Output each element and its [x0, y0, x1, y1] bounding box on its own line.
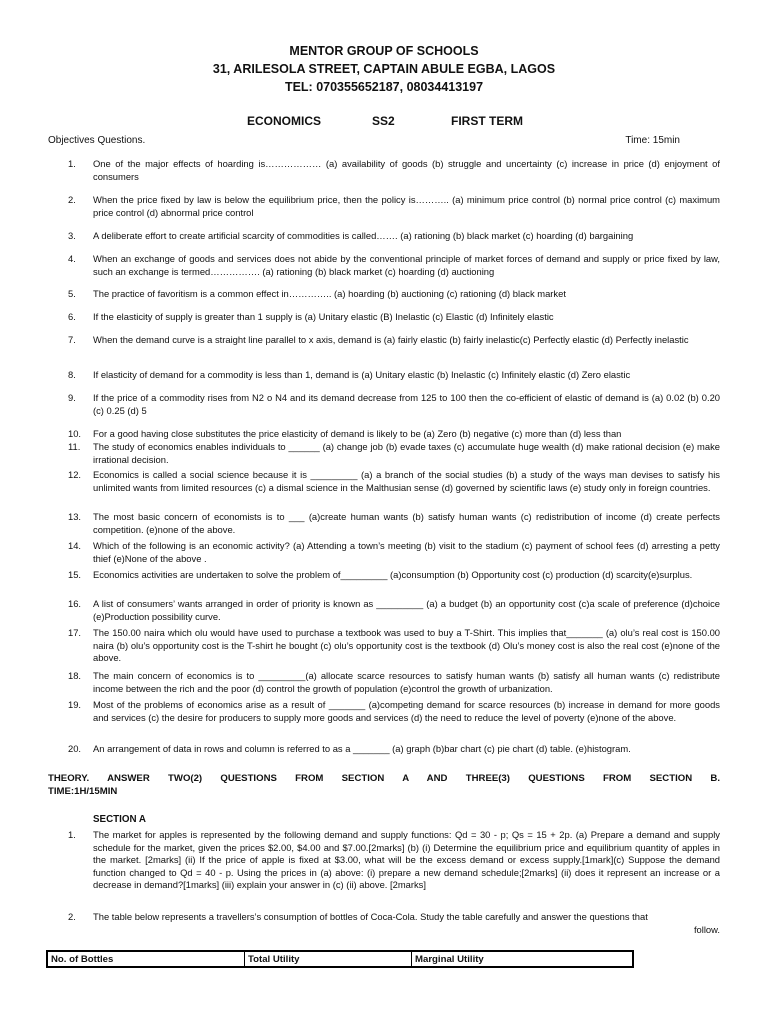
- question-text: Economics activities are undertaken to solve the problem of_________ (a)consumption (b) Opportunity cost (c) production (d) scarcity(e)surplus.: [93, 569, 693, 580]
- question-text: When an exchange of goods and services does not abide by the conventional principle of market forces of demand and supply or price fixed by law, such an exchange is termed……………. (a) rationing (b) black market (c) hoarding (d) auctioning: [93, 253, 720, 277]
- question-number: 20.: [68, 743, 82, 754]
- question-number: 14.: [68, 540, 82, 551]
- question-text: An arrangement of data in rows and column is referred to as a _______ (a) graph (b)bar chart (c) pie chart (d) table. (e)histogram.: [93, 743, 631, 754]
- question-text: When the demand curve is a straight line parallel to x axis, demand is (a) fairly elastic (b) fairly inelastic(c) Perfectly elastic (d) Perfectly inelastic: [93, 334, 689, 345]
- question-item: [68, 441, 720, 466]
- question-item: [68, 369, 720, 382]
- section-a-heading: SECTION A: [93, 814, 146, 825]
- question-number: 15.: [68, 569, 82, 580]
- question-text: When the price fixed by law is below the equilibrium price, then the policy is……….. (a) minimum price control (b) normal price control (c) maximum price control (d) abnormal price control: [93, 194, 720, 218]
- question-number: 1.: [68, 158, 76, 169]
- question-number: 7.: [68, 334, 76, 345]
- question-item: [68, 311, 720, 324]
- question-item: [68, 511, 720, 536]
- question-item: [68, 569, 720, 582]
- question-number: 4.: [68, 253, 76, 264]
- question-number: 16.: [68, 598, 82, 609]
- exam-title-bar: [0, 114, 768, 132]
- question-number: 10.: [68, 428, 82, 439]
- question-text: The table below represents a travellers’s consumption of bottles of Coca-Cola. Study the table carefully and answer the questions that: [93, 911, 648, 922]
- theory-instruction: THEORY. ANSWER TWO(2) QUESTIONS FROM SECTION A AND THREE(3) QUESTIONS FROM SECTION B.: [48, 773, 720, 784]
- theory-question-item: [68, 829, 720, 892]
- utility-table: [46, 950, 634, 968]
- question-text: The study of economics enables individuals to ______ (a) change job (b) evade taxes (c) accumulate huge wealth (d) make rational decision (e) make irrational decision.: [93, 441, 720, 465]
- question-number: 9.: [68, 392, 76, 403]
- question-number: 11.: [68, 441, 81, 452]
- question-item: [68, 194, 720, 219]
- question-number: 13.: [68, 511, 82, 522]
- question-number: 12.: [68, 469, 82, 480]
- question-text: The most basic concern of economists is to ___ (a)create human wants (b) satisfy human wants (c) redistribution of income (d) create perfects competition. (e)none of the above.: [93, 511, 720, 535]
- question-number: 18.: [68, 670, 82, 681]
- table-header-cell: No. of Bottles: [47, 951, 245, 967]
- objectives-row: [48, 135, 720, 149]
- question-item: [68, 158, 720, 183]
- question-number: 19.: [68, 699, 82, 710]
- question-text: The main concern of economics is to _________(a) allocate scarce resources to satisfy human wants (b) satisfy all human wants (c) redistribute income between the rich and the poor (d) control the growth of population (e)control the growth of urbanization.: [93, 670, 720, 694]
- question-text: Most of the problems of economics arise as a result of _______ (a)competing demand for scarce resources (b) increase in demand for more goods and services (c) the desire for producers to supply more goods and services (d) the need to reduce the level of poverty (e)none of the above.: [93, 699, 720, 723]
- question-text: Economics is called a social science because it is _________ (a) a branch of the social studies (b) a study of the ways man devises to satisfy his unlimited wants from limited resources (c) a dismal science in the Malthusian sense (d) governed by scientific laws (e) study only in foreign countries.: [93, 469, 720, 493]
- table-header-cell: Marginal Utility: [412, 951, 634, 967]
- question-item: [68, 428, 720, 441]
- question-text: The practice of favoritism is a common effect in………….. (a) hoarding (b) auctioning (c) rationing (d) black market: [93, 288, 566, 299]
- question-text: If the price of a commodity rises from N2 o N4 and its demand decrease from 125 to 100 then the co-efficient of elastic of demand is (a) 0.02 (b) 0.20 (c) 0.25 (d) 5: [93, 392, 720, 416]
- class-label: SS2: [372, 114, 395, 128]
- question-item: [68, 469, 720, 494]
- school-header: [0, 42, 768, 96]
- question-text-continuation: follow.: [693, 923, 720, 935]
- question-text: The 150.00 naira which olu would have used to purchase a textbook was used to buy a T-Shirt. This implies that_______ (a) olu’s real cost is 150.00 naira (b) olu’s opportunity cost is the T-shirt he bought (c) olu’s opportunity cost is the textbook (d) Olu’s money cost is also the real cost (e)none of the above.: [93, 627, 720, 664]
- table-header-row: [47, 951, 633, 967]
- question-item: [68, 230, 720, 243]
- time-allowed: Time: 15min: [625, 135, 680, 146]
- question-item: [68, 670, 720, 695]
- question-number: 1.: [68, 829, 76, 840]
- school-name: MENTOR GROUP OF SCHOOLS: [289, 44, 479, 58]
- question-item: [68, 253, 720, 278]
- question-number: 3.: [68, 230, 76, 241]
- question-item: [68, 627, 720, 665]
- question-text: One of the major effects of hoarding is……………… (a) availability of goods (b) struggle and uncertainty (c) increase in price (d) enjoyment of consumers: [93, 158, 720, 182]
- question-text: A list of consumers’ wants arranged in order of priority is known as _________ (a) a budget (b) an opportunity cost (c)a scale of preference (d)choice (e)Production possibility curve.: [93, 598, 720, 622]
- question-item: [68, 288, 720, 301]
- question-number: 6.: [68, 311, 76, 322]
- question-text: A deliberate effort to create artificial scarcity of commodities is called……. (a) rationing (b) black market (c) hoarding (d) bargaining: [93, 230, 634, 241]
- school-address: 31, ARILESOLA STREET, CAPTAIN ABULE EGBA, LAGOS: [212, 62, 556, 76]
- question-text: If the elasticity of supply is greater than 1 supply is (a) Unitary elastic (B) Inelastic (c) Elastic (d) Infinitely elastic: [93, 311, 554, 322]
- question-item: [68, 334, 720, 347]
- question-item: [68, 743, 720, 756]
- question-number: 2.: [68, 911, 76, 922]
- question-item: [68, 699, 720, 724]
- subject-label: ECONOMICS: [247, 114, 322, 128]
- question-number: 17.: [68, 627, 82, 638]
- question-text: If elasticity of demand for a commodity is less than 1, demand is (a) Unitary elastic (b) Inelastic (c) Infinitely elastic (d) Zero elastic: [93, 369, 631, 380]
- question-item: [68, 392, 720, 417]
- question-text: Which of the following is an economic activity? (a) Attending a town’s meeting (b) visit to the stadium (c) payment of school fees (d) arresting a petty thief (e)None of the above .: [93, 540, 720, 564]
- school-phone: TEL: 070355652187, 08034413197: [284, 80, 484, 94]
- question-item: [68, 540, 720, 565]
- theory-time: TIME:1H/15MIN: [48, 786, 118, 797]
- question-number: 8.: [68, 369, 76, 380]
- table-header-cell: Total Utility: [245, 951, 412, 967]
- question-text: For a good having close substitutes the price elasticity of demand is likely to be (a) Zero (b) negative (c) more than (d) less than: [93, 428, 622, 439]
- question-item: [68, 598, 720, 623]
- question-number: 2.: [68, 194, 76, 205]
- theory-question-item: [68, 911, 720, 936]
- objectives-heading: Objectives Questions.: [48, 135, 146, 146]
- question-text: The market for apples is represented by the following demand and supply functions: Qd = 30 - p; Qs = 15 + 2p. (a) Prepare a demand and supply schedule for the market, given the prices $2.00, $4.00 and $7.00.[2marks] (b) (i) Determine the equilibrium price and equilibrium quantity of apples in the market. [2marks] (ii) If the price of apple is fixed at $3.00, what will be the excess demand or excess supply.[1mark](c) Suppose the demand function changed to Qd = 40 - p. Using the prices in (a) above: (i) prepare a new demand schedule;[2marks] (ii) does it represent an increase or a decrease in demand?[1marks] (iii) explain your answer in (c) (ii) above. [2marks]: [93, 829, 720, 891]
- question-number: 5.: [68, 288, 76, 299]
- term-label: FIRST TERM: [451, 114, 523, 128]
